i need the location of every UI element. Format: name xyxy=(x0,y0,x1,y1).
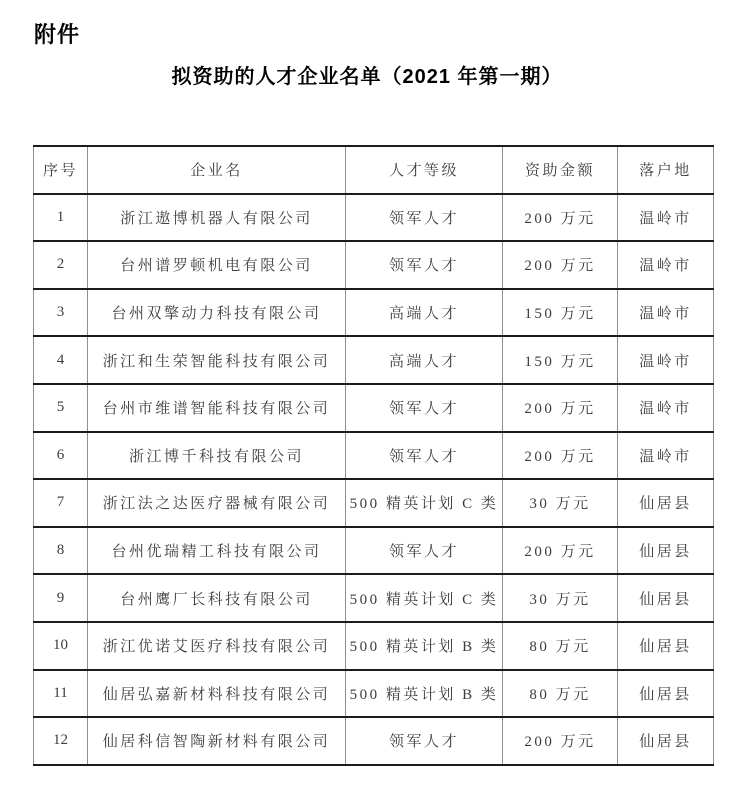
table-row xyxy=(34,670,714,718)
cell-talent-level: 高端人才 xyxy=(346,289,503,337)
table-row xyxy=(34,384,714,432)
table-row xyxy=(34,432,714,480)
cell-amount: 200 万元 xyxy=(503,384,618,432)
cell-talent-level: 500 精英计划 C 类 xyxy=(346,479,503,527)
cell-company: 台州双擎动力科技有限公司 xyxy=(88,289,346,337)
cell-talent-level: 领军人才 xyxy=(346,432,503,480)
table-row xyxy=(34,194,714,242)
cell-location: 仙居县 xyxy=(618,717,714,765)
cell-location: 温岭市 xyxy=(618,289,714,337)
cell-company: 浙江遨博机器人有限公司 xyxy=(88,194,346,242)
cell-location: 温岭市 xyxy=(618,384,714,432)
table-header xyxy=(34,146,714,194)
cell-amount: 200 万元 xyxy=(503,432,618,480)
cell-company: 台州谱罗顿机电有限公司 xyxy=(88,241,346,289)
cell-location: 仙居县 xyxy=(618,622,714,670)
col-header-amount: 资助金额 xyxy=(503,146,618,194)
cell-location: 仙居县 xyxy=(618,527,714,575)
col-header-company: 企业名 xyxy=(88,146,346,194)
cell-company: 浙江优诺艾医疗科技有限公司 xyxy=(88,622,346,670)
cell-amount: 200 万元 xyxy=(503,194,618,242)
table-row xyxy=(34,289,714,337)
cell-company: 台州鹰厂长科技有限公司 xyxy=(88,574,346,622)
cell-amount: 200 万元 xyxy=(503,241,618,289)
cell-index: 1 xyxy=(34,194,88,242)
table-row xyxy=(34,479,714,527)
col-header-index: 序号 xyxy=(34,146,88,194)
table-row xyxy=(34,527,714,575)
cell-location: 仙居县 xyxy=(618,574,714,622)
cell-location: 温岭市 xyxy=(618,241,714,289)
cell-index: 8 xyxy=(34,527,88,575)
col-header-location: 落户地 xyxy=(618,146,714,194)
cell-amount: 200 万元 xyxy=(503,717,618,765)
cell-company: 浙江和生荣智能科技有限公司 xyxy=(88,336,346,384)
cell-talent-level: 高端人才 xyxy=(346,336,503,384)
table-row xyxy=(34,574,714,622)
funding-table xyxy=(33,145,714,766)
cell-index: 4 xyxy=(34,336,88,384)
cell-talent-level: 500 精英计划 C 类 xyxy=(346,574,503,622)
header-row xyxy=(34,146,714,194)
cell-location: 温岭市 xyxy=(618,194,714,242)
page-title: 拟资助的人才企业名单（2021 年第一期） xyxy=(171,66,563,88)
cell-company: 仙居科信智陶新材料有限公司 xyxy=(88,717,346,765)
table-row xyxy=(34,241,714,289)
cell-company: 仙居弘嘉新材料科技有限公司 xyxy=(88,670,346,718)
cell-index: 2 xyxy=(34,241,88,289)
cell-index: 11 xyxy=(34,670,88,718)
table-row xyxy=(34,622,714,670)
cell-amount: 80 万元 xyxy=(503,670,618,718)
cell-talent-level: 领军人才 xyxy=(346,194,503,242)
cell-index: 7 xyxy=(34,479,88,527)
cell-amount: 150 万元 xyxy=(503,336,618,384)
cell-index: 5 xyxy=(34,384,88,432)
cell-amount: 80 万元 xyxy=(503,622,618,670)
cell-talent-level: 500 精英计划 B 类 xyxy=(346,670,503,718)
table-row xyxy=(34,717,714,765)
cell-company: 浙江法之达医疗器械有限公司 xyxy=(88,479,346,527)
cell-talent-level: 领军人才 xyxy=(346,241,503,289)
attachment-label: 附件 xyxy=(34,22,81,47)
table-row xyxy=(34,336,714,384)
cell-amount: 30 万元 xyxy=(503,479,618,527)
cell-company: 台州市维谱智能科技有限公司 xyxy=(88,384,346,432)
cell-location: 温岭市 xyxy=(618,432,714,480)
cell-talent-level: 领军人才 xyxy=(346,384,503,432)
cell-index: 6 xyxy=(34,432,88,480)
cell-index: 3 xyxy=(34,289,88,337)
cell-index: 10 xyxy=(34,622,88,670)
cell-index: 12 xyxy=(34,717,88,765)
cell-talent-level: 500 精英计划 B 类 xyxy=(346,622,503,670)
cell-location: 温岭市 xyxy=(618,336,714,384)
cell-index: 9 xyxy=(34,574,88,622)
cell-talent-level: 领军人才 xyxy=(346,717,503,765)
cell-company: 浙江博千科技有限公司 xyxy=(88,432,346,480)
col-header-talent-level: 人才等级 xyxy=(346,146,503,194)
cell-amount: 200 万元 xyxy=(503,527,618,575)
cell-company: 台州优瑞精工科技有限公司 xyxy=(88,527,346,575)
table-body xyxy=(34,194,714,765)
cell-amount: 150 万元 xyxy=(503,289,618,337)
cell-location: 仙居县 xyxy=(618,670,714,718)
cell-talent-level: 领军人才 xyxy=(346,527,503,575)
cell-amount: 30 万元 xyxy=(503,574,618,622)
cell-location: 仙居县 xyxy=(618,479,714,527)
